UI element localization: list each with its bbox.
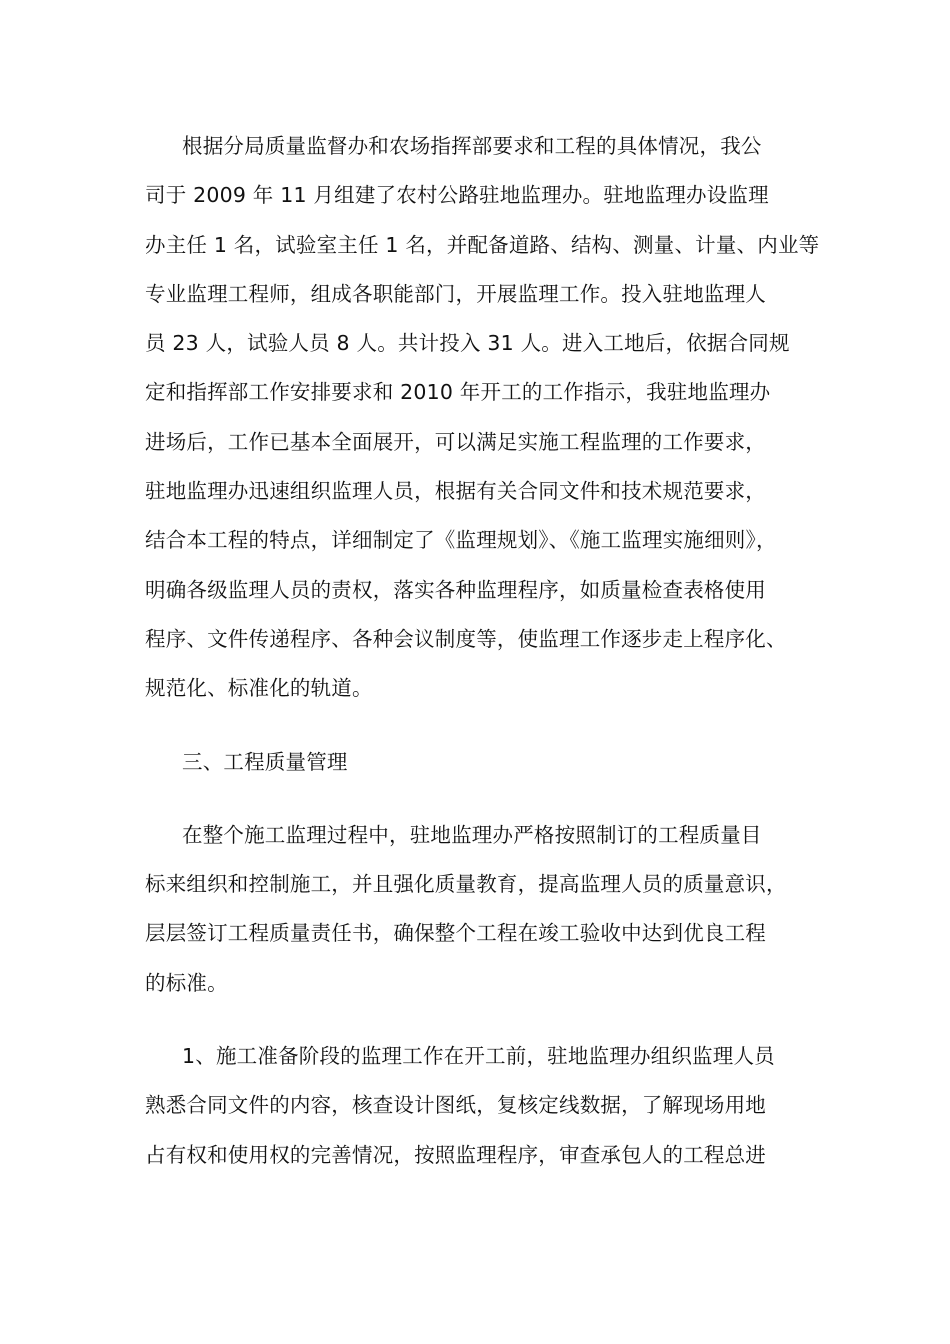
paragraph-spacer xyxy=(145,714,815,738)
text-line: 层层签订工程质量责任书，确保整个工程在竣工验收中达到优良工程 xyxy=(145,921,766,946)
text-line: 程序、文件传递程序、各种会议制度等，使监理工作逐步走上程序化、 xyxy=(145,626,787,651)
paragraph-spacer xyxy=(145,787,815,811)
section-heading xyxy=(145,738,815,787)
paragraph-1 xyxy=(145,122,820,714)
text-line: 驻地监理办迅速组织监理人员，根据有关合同文件和技术规范要求， xyxy=(145,479,766,504)
text-line: 规范化、标准化的轨道。 xyxy=(145,676,373,701)
text-line: 在整个施工监理过程中，驻地监理办严格按照制订的工程质量目 xyxy=(182,822,762,847)
text-line: 标来组织和控制施工，并且强化质量教育，提高监理人员的质量意识， xyxy=(145,872,787,897)
text-line: 1、施工准备阶段的监理工作在开工前，驻地监理办组织监理人员 xyxy=(182,1044,775,1069)
text-line: 定和指挥部工作安排要求和 2010 年开工的工作指示，我驻地监理办 xyxy=(145,380,771,405)
text-line: 的标准。 xyxy=(145,970,228,995)
text-line: 明确各级监理人员的责权，落实各种监理程序，如质量检查表格使用 xyxy=(145,577,766,602)
document-body xyxy=(145,122,820,1180)
section-heading-text: 三、工程质量管理 xyxy=(182,749,348,774)
text-line: 司于 2009 年 11 月组建了农村公路驻地监理办。驻地监理办设监理 xyxy=(145,183,769,208)
text-line: 员 23 人，试验人员 8 人。共计投入 31 人。进入工地后，依据合同规 xyxy=(145,331,790,356)
text-line: 专业监理工程师，组成各职能部门，开展监理工作。投入驻地监理人 xyxy=(145,281,766,306)
text-line: 进场后，工作已基本全面展开，可以满足实施工程监理的工作要求， xyxy=(145,429,766,454)
text-line: 占有权和使用权的完善情况，按照监理程序，审查承包人的工程总进 xyxy=(145,1142,766,1167)
paragraph-3 xyxy=(145,1032,815,1180)
text-line: 根据分局质量监督办和农场指挥部要求和工程的具体情况，我公 xyxy=(182,134,762,158)
text-line: 办主任 1 名，试验室主任 1 名，并配备道路、结构、测量、计量、内业等 xyxy=(145,232,820,257)
paragraph-spacer xyxy=(145,1008,815,1032)
text-line: 熟悉合同文件的内容，核查设计图纸，复核定线数据，了解现场用地 xyxy=(145,1093,766,1118)
text-line: 结合本工程的特点，详细制定了《监理规划》、《施工监理实施细则》， xyxy=(145,528,777,553)
paragraph-2 xyxy=(145,811,815,1008)
